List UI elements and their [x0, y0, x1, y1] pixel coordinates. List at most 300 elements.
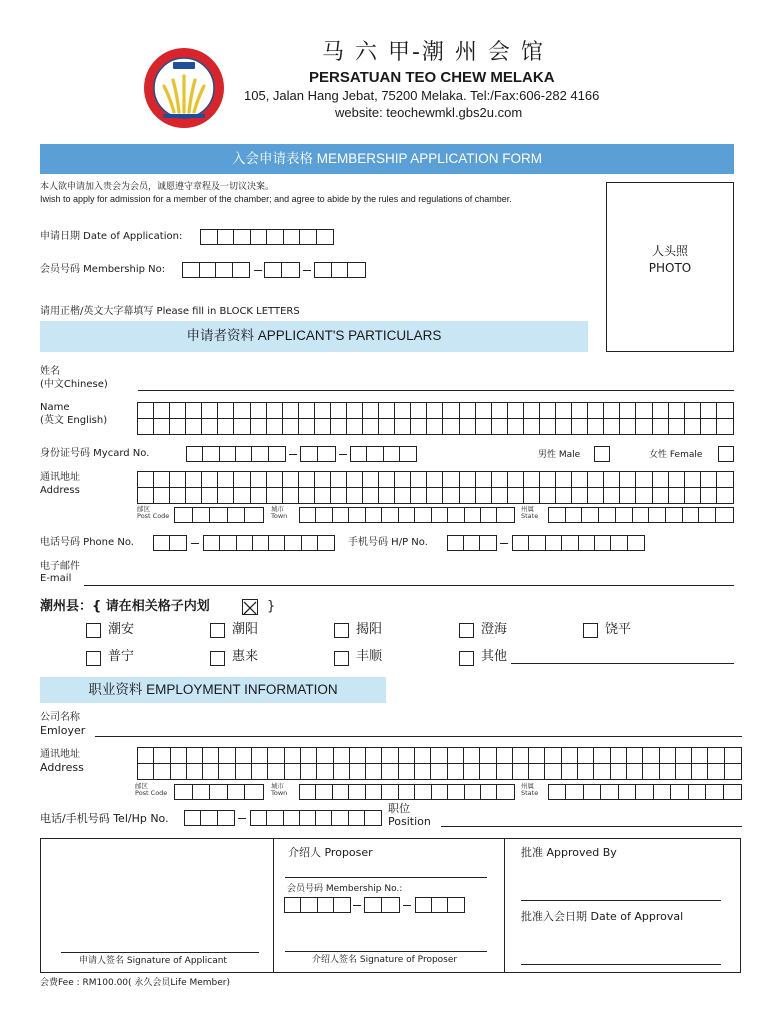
letter-cell[interactable] [431, 748, 447, 763]
letter-cell[interactable] [692, 764, 708, 779]
date-input[interactable] [200, 229, 334, 245]
letter-cell[interactable] [701, 419, 717, 434]
letter-cell[interactable] [725, 748, 741, 763]
county-checkbox[interactable] [210, 623, 225, 638]
letter-cell[interactable] [395, 403, 411, 418]
letter-cell[interactable] [611, 748, 627, 763]
letter-cell[interactable] [382, 748, 398, 763]
letter-cell[interactable] [154, 403, 170, 418]
letter-cell[interactable] [497, 508, 513, 522]
employer-town-input[interactable] [299, 784, 515, 800]
letter-cell[interactable] [251, 403, 267, 418]
letter-cell[interactable] [218, 403, 234, 418]
letter-cell[interactable] [432, 508, 448, 522]
letter-cell[interactable] [611, 764, 627, 779]
county-checkbox[interactable] [334, 651, 349, 666]
letter-cell[interactable] [299, 488, 315, 503]
letter-cell[interactable] [203, 764, 219, 779]
letter-cell[interactable] [685, 403, 701, 418]
letter-cell[interactable] [315, 403, 331, 418]
letter-cell[interactable] [653, 419, 669, 434]
proposer-name-input[interactable] [285, 877, 487, 878]
county-checkbox[interactable] [459, 623, 474, 638]
letter-cell[interactable] [724, 785, 741, 799]
employer-tel-input-2[interactable] [250, 810, 382, 826]
letter-cell[interactable] [556, 472, 572, 487]
letter-cell[interactable] [379, 403, 395, 418]
employer-address-input-row1[interactable] [137, 747, 742, 764]
letter-cell[interactable] [317, 764, 333, 779]
employer-postcode-input[interactable] [174, 784, 264, 800]
letter-cell[interactable] [599, 508, 616, 522]
company-input[interactable] [95, 736, 742, 737]
letter-cell[interactable] [382, 785, 398, 799]
letter-cell[interactable] [347, 488, 363, 503]
letter-cell[interactable] [347, 403, 363, 418]
letter-cell[interactable] [578, 748, 594, 763]
letter-cell[interactable] [411, 403, 427, 418]
letter-cell[interactable] [717, 419, 733, 434]
letter-cell[interactable] [268, 764, 284, 779]
letter-cell[interactable] [476, 488, 492, 503]
letter-cell[interactable] [465, 508, 481, 522]
letter-cell[interactable] [170, 419, 186, 434]
letter-cell[interactable] [316, 785, 332, 799]
letter-cell[interactable] [268, 748, 284, 763]
letter-cell[interactable] [349, 785, 365, 799]
chinese-name-input[interactable] [138, 390, 734, 391]
letter-cell[interactable] [186, 472, 202, 487]
letter-cell[interactable] [566, 785, 583, 799]
letter-cell[interactable] [524, 488, 540, 503]
employer-address-input-row2[interactable] [137, 763, 742, 780]
letter-cell[interactable] [236, 764, 252, 779]
letter-cell[interactable] [666, 508, 683, 522]
letter-cell[interactable] [331, 472, 347, 487]
female-checkbox[interactable] [718, 446, 734, 462]
postcode-input[interactable] [174, 507, 264, 523]
letter-cell[interactable] [448, 748, 464, 763]
town-input[interactable] [299, 507, 515, 523]
letter-cell[interactable] [427, 403, 443, 418]
letter-cell[interactable] [604, 488, 620, 503]
letter-cell[interactable] [671, 785, 688, 799]
letter-cell[interactable] [299, 403, 315, 418]
letter-cell[interactable] [465, 785, 481, 799]
letter-cell[interactable] [236, 748, 252, 763]
letter-cell[interactable] [154, 472, 170, 487]
letter-cell[interactable] [219, 748, 235, 763]
letter-cell[interactable] [415, 764, 431, 779]
letter-cell[interactable] [443, 472, 459, 487]
address-input-row1[interactable] [137, 471, 734, 488]
letter-cell[interactable] [363, 403, 379, 418]
letter-cell[interactable] [566, 508, 583, 522]
letter-cell[interactable] [717, 403, 733, 418]
letter-cell[interactable] [399, 764, 415, 779]
employer-tel-input-1[interactable] [184, 810, 235, 826]
email-input[interactable] [84, 585, 734, 586]
letter-cell[interactable] [717, 488, 733, 503]
letter-cell[interactable] [572, 419, 588, 434]
letter-cell[interactable] [366, 764, 382, 779]
letter-cell[interactable] [725, 764, 741, 779]
county-checkbox[interactable] [86, 651, 101, 666]
letter-cell[interactable] [267, 403, 283, 418]
letter-cell[interactable] [685, 419, 701, 434]
letter-cell[interactable] [285, 764, 301, 779]
letter-cell[interactable] [524, 472, 540, 487]
letter-cell[interactable] [619, 785, 636, 799]
letter-cell[interactable] [363, 472, 379, 487]
letter-cell[interactable] [701, 488, 717, 503]
letter-cell[interactable] [411, 419, 427, 434]
letter-cell[interactable] [492, 403, 508, 418]
membership-input-2[interactable] [264, 262, 300, 278]
employer-state-input[interactable] [548, 784, 742, 800]
letter-cell[interactable] [315, 472, 331, 487]
letter-cell[interactable] [186, 488, 202, 503]
letter-cell[interactable] [283, 472, 299, 487]
letter-cell[interactable] [301, 764, 317, 779]
letter-cell[interactable] [633, 508, 650, 522]
letter-cell[interactable] [203, 748, 219, 763]
letter-cell[interactable] [524, 403, 540, 418]
letter-cell[interactable] [331, 488, 347, 503]
letter-cell[interactable] [252, 748, 268, 763]
photo-box[interactable] [606, 182, 734, 352]
letter-cell[interactable] [448, 764, 464, 779]
letter-cell[interactable] [480, 748, 496, 763]
letter-cell[interactable] [399, 748, 415, 763]
letter-cell[interactable] [636, 403, 652, 418]
letter-cell[interactable] [636, 785, 653, 799]
letter-cell[interactable] [481, 785, 497, 799]
letter-cell[interactable] [492, 488, 508, 503]
letter-cell[interactable] [431, 764, 447, 779]
address-input-row2[interactable] [137, 487, 734, 504]
letter-cell[interactable] [549, 785, 566, 799]
letter-cell[interactable] [154, 748, 170, 763]
letter-cell[interactable] [545, 748, 561, 763]
letter-cell[interactable] [382, 508, 398, 522]
county-checkbox[interactable] [86, 623, 101, 638]
letter-cell[interactable] [685, 472, 701, 487]
letter-cell[interactable] [476, 403, 492, 418]
letter-cell[interactable] [363, 488, 379, 503]
letter-cell[interactable] [187, 748, 203, 763]
letter-cell[interactable] [170, 472, 186, 487]
letter-cell[interactable] [464, 748, 480, 763]
letter-cell[interactable] [218, 419, 234, 434]
letter-cell[interactable] [202, 472, 218, 487]
letter-cell[interactable] [285, 748, 301, 763]
letter-cell[interactable] [620, 419, 636, 434]
state-input[interactable] [548, 507, 734, 523]
letter-cell[interactable] [460, 403, 476, 418]
letter-cell[interactable] [251, 419, 267, 434]
letter-cell[interactable] [395, 419, 411, 434]
letter-cell[interactable] [301, 748, 317, 763]
letter-cell[interactable] [218, 472, 234, 487]
letter-cell[interactable] [154, 488, 170, 503]
letter-cell[interactable] [601, 785, 618, 799]
county-checkbox[interactable] [459, 651, 474, 666]
letter-cell[interactable] [170, 403, 186, 418]
letter-cell[interactable] [706, 785, 723, 799]
mycard-input-2[interactable] [300, 446, 336, 462]
letter-cell[interactable] [513, 764, 529, 779]
letter-cell[interactable] [604, 403, 620, 418]
letter-cell[interactable] [549, 508, 566, 522]
letter-cell[interactable] [334, 748, 350, 763]
proposer-membership-input-3[interactable] [415, 897, 465, 913]
letter-cell[interactable] [333, 508, 349, 522]
letter-cell[interactable] [395, 488, 411, 503]
letter-cell[interactable] [540, 488, 556, 503]
letter-cell[interactable] [717, 472, 733, 487]
letter-cell[interactable] [379, 488, 395, 503]
letter-cell[interactable] [252, 764, 268, 779]
county-checkbox[interactable] [210, 651, 225, 666]
letter-cell[interactable] [636, 419, 652, 434]
letter-cell[interactable] [170, 488, 186, 503]
letter-cell[interactable] [366, 508, 382, 522]
letter-cell[interactable] [540, 419, 556, 434]
letter-cell[interactable] [508, 488, 524, 503]
letter-cell[interactable] [138, 764, 154, 779]
letter-cell[interactable] [669, 403, 685, 418]
letter-cell[interactable] [616, 508, 633, 522]
letter-cell[interactable] [202, 419, 218, 434]
letter-cell[interactable] [685, 488, 701, 503]
male-checkbox[interactable] [594, 446, 610, 462]
phone-input-1[interactable] [153, 535, 187, 551]
mycard-input-3[interactable] [350, 446, 417, 462]
letter-cell[interactable] [448, 785, 464, 799]
letter-cell[interactable] [138, 419, 154, 434]
letter-cell[interactable] [689, 785, 706, 799]
letter-cell[interactable] [186, 419, 202, 434]
letter-cell[interactable] [540, 472, 556, 487]
proposer-signature-input[interactable] [285, 951, 487, 952]
letter-cell[interactable] [317, 748, 333, 763]
letter-cell[interactable] [636, 472, 652, 487]
letter-cell[interactable] [379, 419, 395, 434]
letter-cell[interactable] [427, 419, 443, 434]
proposer-membership-input-1[interactable] [284, 897, 351, 913]
letter-cell[interactable] [411, 472, 427, 487]
letter-cell[interactable] [676, 764, 692, 779]
membership-input-3[interactable] [314, 262, 366, 278]
letter-cell[interactable] [299, 472, 315, 487]
letter-cell[interactable] [529, 748, 545, 763]
letter-cell[interactable] [432, 785, 448, 799]
letter-cell[interactable] [701, 403, 717, 418]
proposer-membership-input-2[interactable] [364, 897, 400, 913]
position-input[interactable] [441, 826, 742, 827]
phone-input-2[interactable] [203, 535, 335, 551]
letter-cell[interactable] [572, 488, 588, 503]
letter-cell[interactable] [363, 419, 379, 434]
letter-cell[interactable] [497, 764, 513, 779]
letter-cell[interactable] [594, 748, 610, 763]
letter-cell[interactable] [588, 419, 604, 434]
letter-cell[interactable] [480, 764, 496, 779]
letter-cell[interactable] [545, 764, 561, 779]
letter-cell[interactable] [699, 508, 716, 522]
letter-cell[interactable] [218, 488, 234, 503]
letter-cell[interactable] [620, 472, 636, 487]
letter-cell[interactable] [251, 472, 267, 487]
letter-cell[interactable] [460, 488, 476, 503]
letter-cell[interactable] [627, 748, 643, 763]
letter-cell[interactable] [460, 419, 476, 434]
letter-cell[interactable] [508, 419, 524, 434]
letter-cell[interactable] [186, 403, 202, 418]
letter-cell[interactable] [604, 419, 620, 434]
applicant-signature-input[interactable] [61, 952, 259, 953]
letter-cell[interactable] [594, 764, 610, 779]
letter-cell[interactable] [492, 472, 508, 487]
letter-cell[interactable] [283, 403, 299, 418]
letter-cell[interactable] [669, 488, 685, 503]
hp-input-2[interactable] [512, 535, 645, 551]
letter-cell[interactable] [350, 748, 366, 763]
letter-cell[interactable] [643, 748, 659, 763]
letter-cell[interactable] [300, 508, 316, 522]
letter-cell[interactable] [234, 419, 250, 434]
letter-cell[interactable] [283, 419, 299, 434]
letter-cell[interactable] [653, 488, 669, 503]
letter-cell[interactable] [382, 764, 398, 779]
letter-cell[interactable] [540, 403, 556, 418]
letter-cell[interactable] [683, 508, 700, 522]
letter-cell[interactable] [654, 785, 671, 799]
letter-cell[interactable] [604, 472, 620, 487]
letter-cell[interactable] [669, 472, 685, 487]
letter-cell[interactable] [582, 508, 599, 522]
letter-cell[interactable] [660, 748, 676, 763]
letter-cell[interactable] [395, 472, 411, 487]
letter-cell[interactable] [676, 748, 692, 763]
letter-cell[interactable] [464, 764, 480, 779]
letter-cell[interactable] [708, 748, 724, 763]
letter-cell[interactable] [556, 403, 572, 418]
letter-cell[interactable] [508, 472, 524, 487]
letter-cell[interactable] [219, 764, 235, 779]
letter-cell[interactable] [572, 472, 588, 487]
letter-cell[interactable] [643, 764, 659, 779]
letter-cell[interactable] [649, 508, 666, 522]
letter-cell[interactable] [584, 785, 601, 799]
letter-cell[interactable] [138, 748, 154, 763]
letter-cell[interactable] [636, 488, 652, 503]
letter-cell[interactable] [347, 419, 363, 434]
letter-cell[interactable] [588, 472, 604, 487]
letter-cell[interactable] [660, 764, 676, 779]
letter-cell[interactable] [620, 403, 636, 418]
letter-cell[interactable] [315, 488, 331, 503]
letter-cell[interactable] [334, 764, 350, 779]
letter-cell[interactable] [653, 403, 669, 418]
letter-cell[interactable] [562, 764, 578, 779]
letter-cell[interactable] [476, 472, 492, 487]
english-name-input-row1[interactable] [137, 402, 734, 419]
letter-cell[interactable] [350, 764, 366, 779]
letter-cell[interactable] [415, 508, 431, 522]
letter-cell[interactable] [138, 488, 154, 503]
approved-by-input[interactable] [521, 900, 721, 901]
letter-cell[interactable] [138, 403, 154, 418]
letter-cell[interactable] [300, 785, 316, 799]
letter-cell[interactable] [283, 488, 299, 503]
letter-cell[interactable] [399, 508, 415, 522]
letter-cell[interactable] [267, 488, 283, 503]
letter-cell[interactable] [138, 472, 154, 487]
letter-cell[interactable] [513, 748, 529, 763]
letter-cell[interactable] [708, 764, 724, 779]
letter-cell[interactable] [366, 785, 382, 799]
letter-cell[interactable] [669, 419, 685, 434]
letter-cell[interactable] [588, 488, 604, 503]
letter-cell[interactable] [379, 472, 395, 487]
letter-cell[interactable] [529, 764, 545, 779]
letter-cell[interactable] [316, 508, 332, 522]
letter-cell[interactable] [627, 764, 643, 779]
letter-cell[interactable] [399, 785, 415, 799]
letter-cell[interactable] [578, 764, 594, 779]
county-checkbox[interactable] [334, 623, 349, 638]
approval-date-input[interactable] [521, 964, 721, 965]
letter-cell[interactable] [315, 419, 331, 434]
letter-cell[interactable] [448, 508, 464, 522]
letter-cell[interactable] [508, 403, 524, 418]
letter-cell[interactable] [460, 472, 476, 487]
letter-cell[interactable] [202, 403, 218, 418]
letter-cell[interactable] [299, 419, 315, 434]
letter-cell[interactable] [716, 508, 733, 522]
letter-cell[interactable] [653, 472, 669, 487]
letter-cell[interactable] [234, 472, 250, 487]
letter-cell[interactable] [556, 419, 572, 434]
letter-cell[interactable] [154, 419, 170, 434]
letter-cell[interactable] [187, 764, 203, 779]
letter-cell[interactable] [347, 472, 363, 487]
letter-cell[interactable] [443, 488, 459, 503]
letter-cell[interactable] [427, 472, 443, 487]
county-checkbox[interactable] [583, 623, 598, 638]
letter-cell[interactable] [620, 488, 636, 503]
letter-cell[interactable] [492, 419, 508, 434]
letter-cell[interactable] [251, 488, 267, 503]
letter-cell[interactable] [333, 785, 349, 799]
letter-cell[interactable] [701, 472, 717, 487]
english-name-input-row2[interactable] [137, 418, 734, 435]
hp-input-1[interactable] [447, 535, 497, 551]
letter-cell[interactable] [692, 748, 708, 763]
letter-cell[interactable] [524, 419, 540, 434]
mycard-input-1[interactable] [186, 446, 286, 462]
letter-cell[interactable] [171, 764, 187, 779]
letter-cell[interactable] [202, 488, 218, 503]
letter-cell[interactable] [234, 488, 250, 503]
letter-cell[interactable] [497, 748, 513, 763]
letter-cell[interactable] [443, 419, 459, 434]
letter-cell[interactable] [562, 748, 578, 763]
letter-cell[interactable] [154, 764, 170, 779]
letter-cell[interactable] [411, 488, 427, 503]
